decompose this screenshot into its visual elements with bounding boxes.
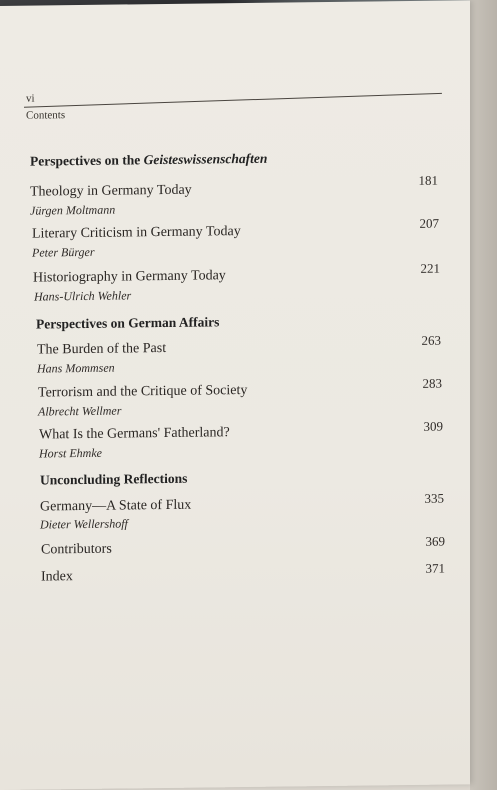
page-edge [470, 0, 497, 790]
entry-author: Albrecht Wellmer [38, 403, 122, 419]
entry-title: Terrorism and the Critique of Society [38, 382, 248, 401]
entry-page: 207 [419, 215, 439, 231]
section-heading-text: Perspectives on the [30, 152, 144, 169]
entry-title: Germany—A State of Flux [40, 497, 192, 515]
entry-author: Hans-Ulrich Wehler [34, 288, 132, 304]
entry-title: Contributors [41, 541, 112, 558]
running-head: Contents [26, 109, 66, 122]
header-rule [24, 93, 442, 108]
section-heading-italic: Geisteswissenschaften [143, 150, 268, 168]
entry-author: Dieter Wellershoff [40, 516, 128, 532]
entry-page: 335 [424, 490, 444, 506]
entry-title: Historiography in Germany Today [33, 268, 226, 286]
entry-page: 369 [425, 533, 445, 549]
section-heading [30, 151, 267, 170]
entry-author: Hans Mommsen [37, 360, 115, 376]
entry-author: Jürgen Moltmann [30, 202, 116, 218]
entry-title: Theology in Germany Today [30, 182, 192, 200]
page-number: vi [26, 92, 35, 105]
section-heading: Perspectives on German Affairs [36, 314, 220, 332]
entry-author: Peter Bürger [32, 244, 95, 260]
entry-title: What Is the Germans' Fatherland? [39, 425, 230, 443]
entry-page: 371 [425, 560, 445, 576]
entry-author: Horst Ehmke [39, 445, 102, 461]
entry-page: 283 [422, 375, 442, 391]
entry-page: 309 [423, 418, 443, 434]
entry-page: 181 [418, 172, 438, 188]
entry-page: 221 [420, 260, 440, 276]
entry-title: The Burden of the Past [37, 340, 167, 358]
entry-page: 263 [421, 332, 441, 348]
section-heading: Unconcluding Reflections [40, 470, 188, 488]
entry-title: Index [41, 569, 73, 585]
entry-title: Literary Criticism in Germany Today [32, 224, 241, 242]
